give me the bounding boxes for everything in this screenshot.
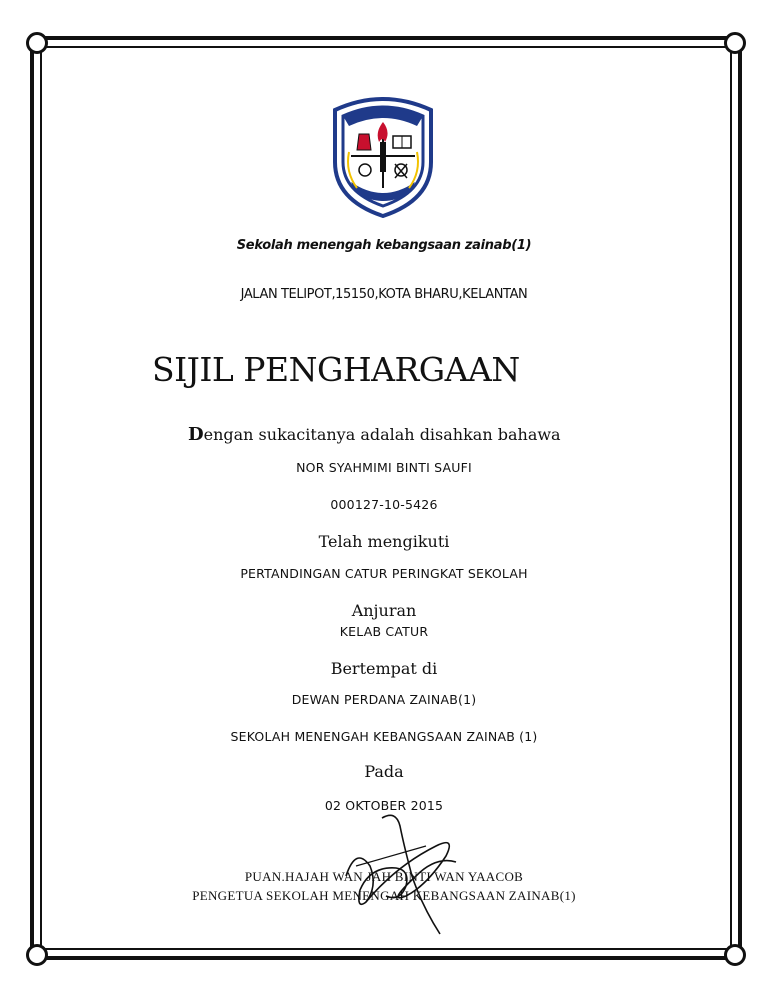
certificate-title: SIJIL PENGHARGAAN <box>152 350 520 389</box>
organizer: KELAB CATUR <box>339 624 429 639</box>
event-name: PERTANDINGAN CATUR PERINGKAT SEKOLAH <box>240 566 528 581</box>
handwritten-signature <box>326 806 486 946</box>
signatory-title: PENGETUA SEKOLAH MENENGAH KEBANGSAAN ZAINAB(1) <box>192 888 576 903</box>
corner-ornament <box>724 944 746 966</box>
school-name: Sekolah menengah kebangsaan zainab(1) <box>236 238 532 253</box>
label-organized: Anjuran <box>351 601 417 620</box>
certificate-intro <box>188 424 561 445</box>
certificate-date: 02 OKTOBER 2015 <box>324 798 444 813</box>
intro-first-letter: D <box>188 424 204 445</box>
corner-ornament <box>724 32 746 54</box>
corner-ornament <box>26 32 48 54</box>
recipient-name: NOR SYAHMIMI BINTI SAUFI <box>296 460 472 475</box>
corner-ornament <box>26 944 48 966</box>
recipient-ic: 000127-10-5426 <box>330 497 438 512</box>
label-venue: Bertempat di <box>330 659 438 678</box>
label-date: Pada <box>364 762 404 781</box>
school-address: JALAN TELIPOT,15150,KOTA BHARU,KELANTAN <box>240 287 528 302</box>
signatory-name: PUAN.HAJAH WAN JAH BINTI WAN YAACOB <box>244 869 524 884</box>
venue-line-1: DEWAN PERDANA ZAINAB(1) <box>291 692 477 707</box>
label-followed: Telah mengikuti <box>318 532 450 551</box>
school-crest-logo <box>329 92 437 218</box>
intro-text: engan sukacitanya adalah disahkan bahawa <box>203 425 561 444</box>
venue-line-2: SEKOLAH MENENGAH KEBANGSAAN ZAINAB (1) <box>230 729 538 744</box>
